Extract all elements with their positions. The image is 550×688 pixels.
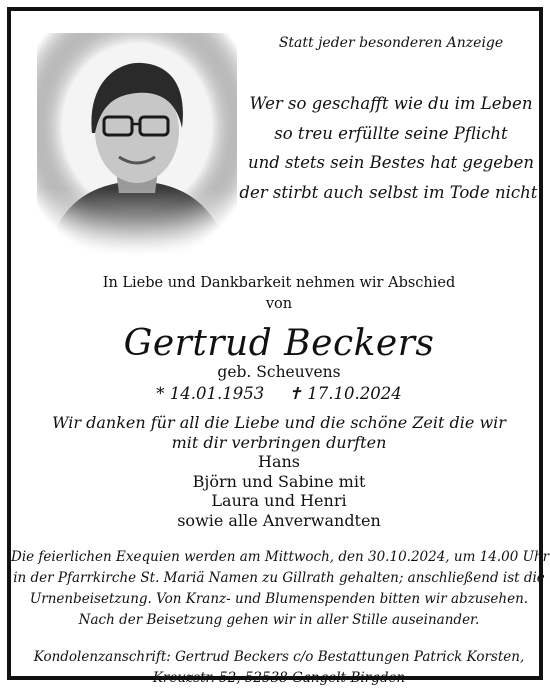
- poem-line: Wer so geschafft wie du im Leben: [231, 89, 550, 119]
- poem: [231, 89, 550, 207]
- notice-line: Nach der Beisetzung gehen wir in aller Stille auseinander.: [11, 610, 547, 631]
- farewell-line: In Liebe und Dankbarkeit nehmen wir Abschied: [11, 273, 547, 294]
- mourner-line: Björn und Sabine mit: [11, 472, 547, 492]
- mourner-line: sowie alle Anverwandten: [11, 511, 547, 531]
- thanks-line: Wir danken für all die Liebe und die schöne Zeit die wir: [11, 413, 547, 433]
- obituary-border: [7, 7, 543, 680]
- notice-line: in der Pfarrkirche St. Mariä Namen zu Gillrath gehalten; anschließend ist die: [11, 568, 547, 589]
- deceased-name: Gertrud Beckers: [11, 323, 547, 364]
- death-date: ✝ 17.10.2024: [288, 384, 402, 403]
- poem-line: und stets sein Bestes hat gegeben: [231, 148, 550, 178]
- maiden-name: geb. Scheuvens: [11, 363, 547, 381]
- header-note: Statt jeder besonderen Anzeige: [241, 35, 541, 51]
- condolence-address: [11, 647, 547, 688]
- notice-line: Urnenbeisetzung. Von Kranz- und Blumenspenden bitten wir abzusehen.: [11, 589, 547, 610]
- thanks-text: [11, 413, 547, 452]
- poem-line: der stirbt auch selbst im Tode nicht.: [231, 178, 550, 208]
- farewell-line: von: [11, 294, 547, 315]
- poem-line: so treu erfüllte seine Pflicht: [231, 119, 550, 149]
- mourner-line: Laura und Henri: [11, 491, 547, 511]
- funeral-notice: [11, 547, 547, 631]
- address-line: Kondolenzanschrift: Gertrud Beckers c/o Bestattungen Patrick Korsten,: [11, 647, 547, 668]
- life-dates: [11, 384, 547, 403]
- thanks-line: mit dir verbringen durften: [11, 433, 547, 453]
- mourner-line: Hans: [11, 452, 547, 472]
- mourners-list: [11, 452, 547, 530]
- address-line: Kreuzstr. 52, 52538 Gangelt-Birgden: [11, 668, 547, 688]
- notice-line: Die feierlichen Exequien werden am Mittwoch, den 30.10.2024, um 14.00 Uhr: [11, 547, 547, 568]
- farewell-text: [11, 273, 547, 315]
- portrait-photo: [37, 33, 237, 255]
- birth-date: * 14.01.1953: [156, 384, 264, 403]
